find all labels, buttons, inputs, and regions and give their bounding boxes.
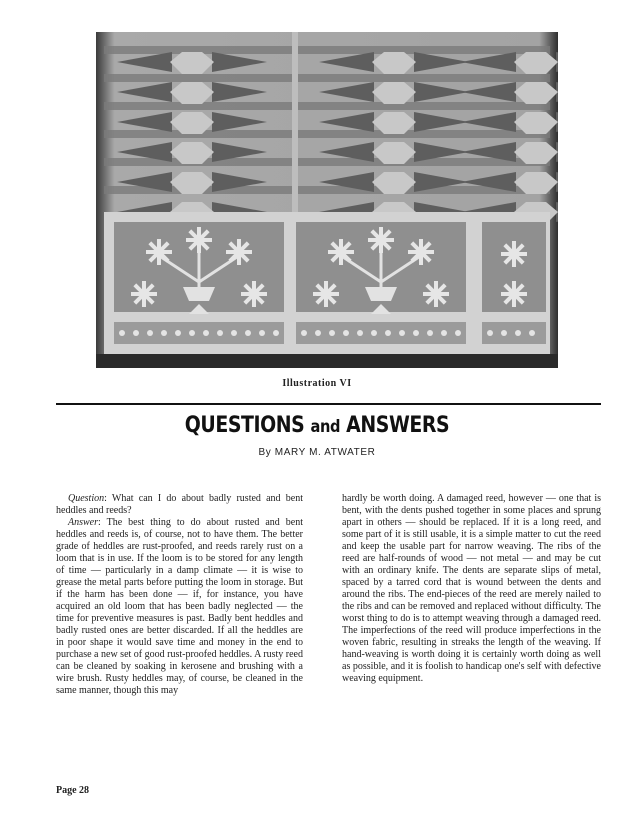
border-strip [296,322,466,344]
border-strip [114,322,284,344]
border-dot [343,330,349,336]
border-dot [147,330,153,336]
border-dot [161,330,167,336]
illustration-photo [96,32,558,368]
text-column-left [56,493,303,697]
border-dot [455,330,461,336]
border-dot [385,330,391,336]
border-dot [119,330,125,336]
section-divider [56,403,601,405]
title-word-and: and [310,417,340,437]
border-dot [133,330,139,336]
title-word-questions: QUESTIONS [184,413,305,438]
border-dot [357,330,363,336]
border-dot [217,330,223,336]
figure-caption: Illustration VI [282,378,352,389]
border-dot [259,330,265,336]
question-text: : What can I do about badly rusted and bent heddles and reeds? [56,493,303,516]
answer-paragraph [56,517,303,697]
article-title [44,413,589,438]
answer-text-part1: : The best thing to do about rusted and bent heddles and reeds is, of course, not to have them. The better grade of heddles are rust-proofed, and reeds rarely rust on a loom that is in use. If the loom is to be stored for any length of time — particularly in a damp climate — it is wise to grease the metal parts before putting the loom in storage. But if the harm has been done — if, for instance, you have acquired an old loom that has been badly neglected — the time for preventive measures is past. Badly bent heddles and badly rusted ones are better discarded. If all the heddles are in poor shape it would save time and money in the end to purchase a new set of good rust-proofed heddles. A rusty reed can be cleaned by soaking in kerosene and brushing with a wire brush. Rusty heddles may, of course, be cleaned in the same manner, though this may [56,517,303,696]
border-dot [203,330,209,336]
border-dot [399,330,405,336]
border-dot [231,330,237,336]
seam [292,32,298,212]
question-label: Question [68,493,105,504]
border-dot [441,330,447,336]
author-byline: By MARY M. ATWATER [258,447,376,458]
border-dot [315,330,321,336]
border-dot [501,330,507,336]
border-dot [175,330,181,336]
answer-label: Answer [68,517,98,528]
border-dot [301,330,307,336]
text-column-right [342,493,601,685]
weft-stripe [104,102,550,110]
answer-text-part2: hardly be worth doing. A damaged reed, however — one that is bent, with the dents pushed together in some places and sprung apart in others — should be replaced. If it is a long reed, and some part of it is still usable, it is a simple matter to cut the reed and keep the usable part for narrow weaving. The ribs of the reed are half-rounds of wood — not metal — and may be cut with an ordinary knife. The dents are separate slips of metal, spaced by a tarred cord that is wound between the dents and around the ribs. The end-pieces of the reed are merely nailed to the ribs and can be removed and replaced without difficulty. The worst thing to do is to attempt weaving through a damaged reed. The imperfections of the reed will produce imperfections in the woven fabric, resulting in streaks the length of the weaving. If hand-weaving is worth doing it is certainly worth doing as well as possible, and it is foolish to handicap one's self with defective weaving equipment. [342,493,601,684]
weft-stripe [104,74,550,82]
border-dot [413,330,419,336]
border-dot [427,330,433,336]
border-dot [245,330,251,336]
title-word-answers: ANSWERS [346,413,450,438]
border-dot [273,330,279,336]
textile-image [96,32,558,368]
border-dot [529,330,535,336]
carnation-band [104,212,550,354]
border-dot [189,330,195,336]
page-number: Page 28 [56,785,90,796]
border-dot [515,330,521,336]
border-dot [371,330,377,336]
border-dot [329,330,335,336]
border-dot [487,330,493,336]
question-paragraph [56,493,303,517]
